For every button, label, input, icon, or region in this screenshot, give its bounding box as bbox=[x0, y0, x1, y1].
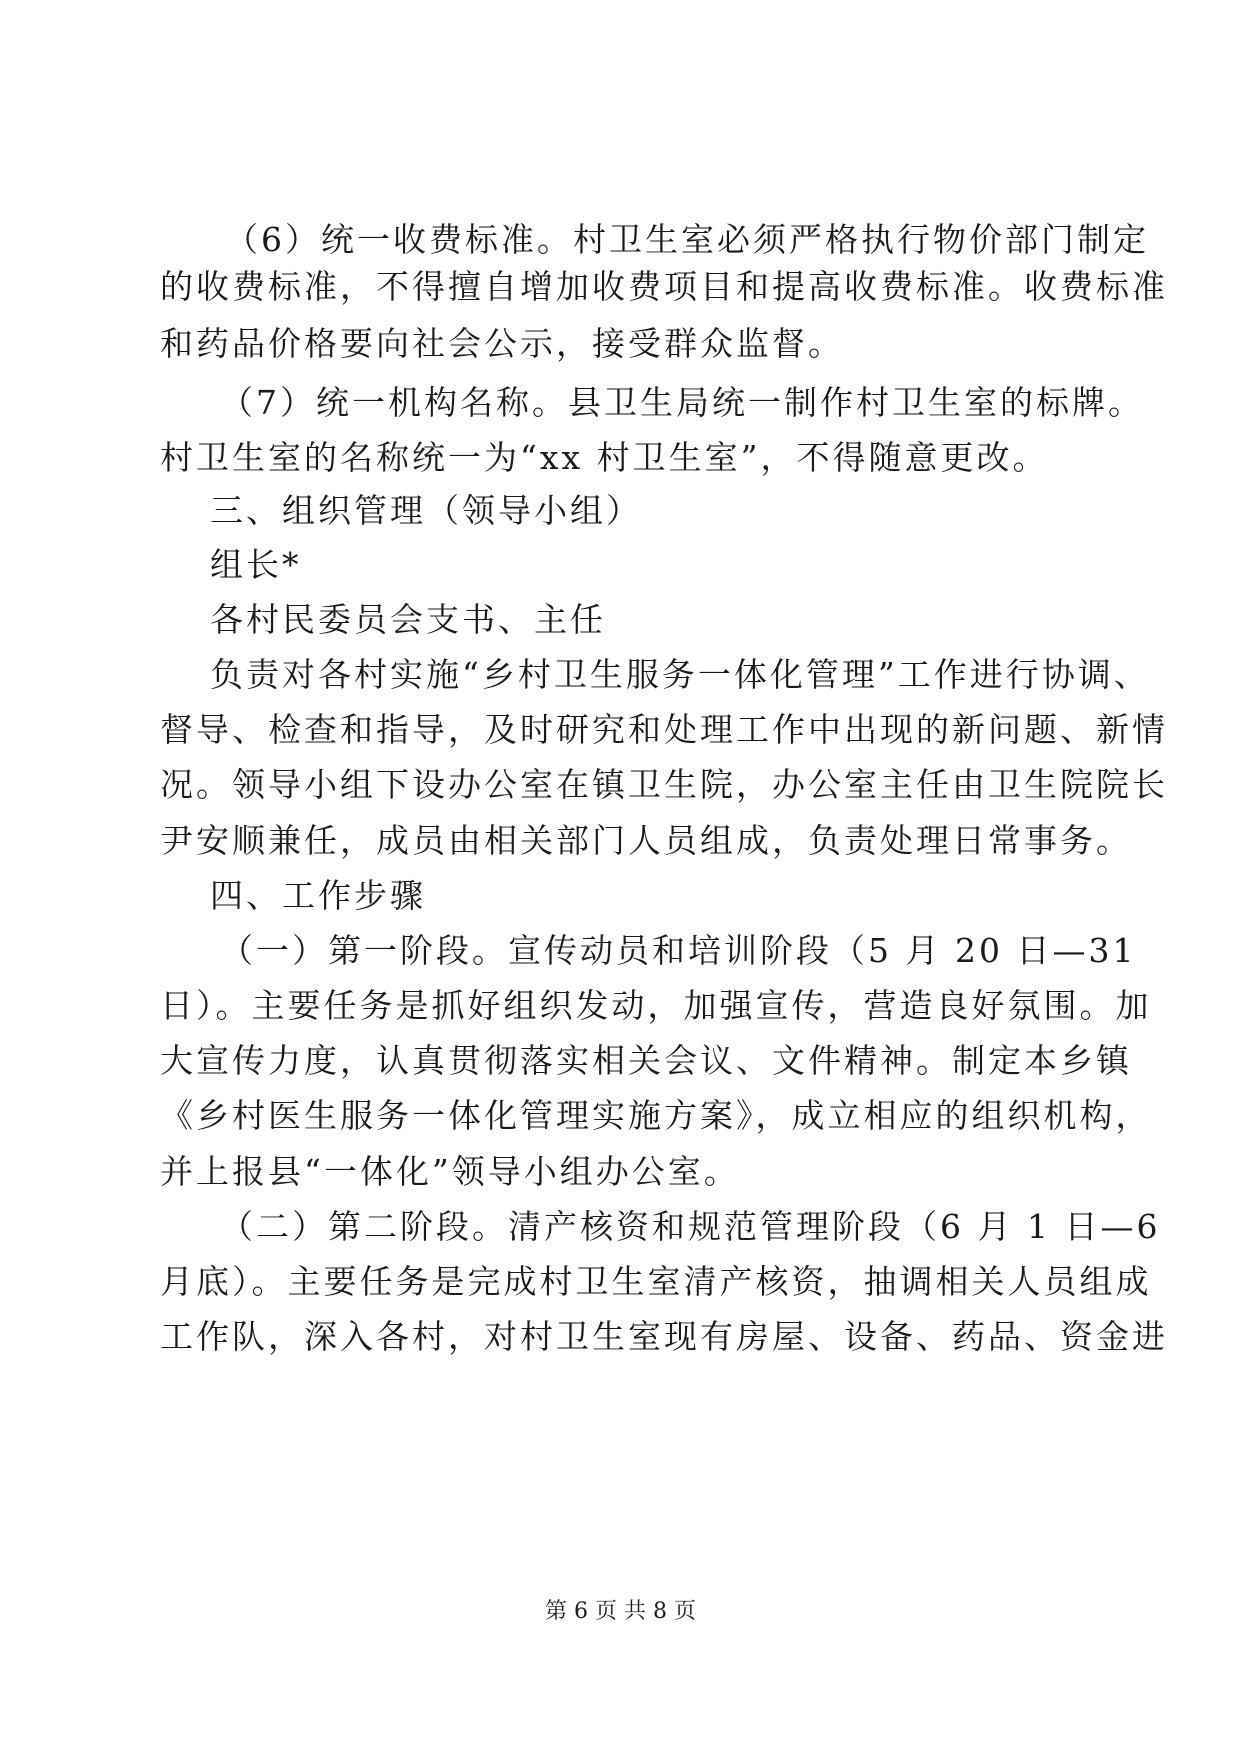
paragraph-line: 和药品价格要向社会公示，接受群众监督。 bbox=[160, 324, 844, 363]
paragraph-line: 尹安顺兼任，成员由相关部门人员组成，负责处理日常事务。 bbox=[160, 821, 1132, 860]
paragraph-line: （7）统一机构名称。县卫生局统一制作村卫生室的标牌。 bbox=[220, 383, 1144, 422]
section-heading: 三、组织管理（领导小组） bbox=[210, 491, 642, 530]
section-heading: 四、工作步骤 bbox=[210, 876, 426, 915]
paragraph-line: 的收费标准，不得擅自增加收费项目和提高收费标准。收费标准 bbox=[160, 267, 1168, 306]
page-footer: 第 6 页 共 8 页 bbox=[545, 1599, 696, 1624]
paragraph-line: （6）统一收费标准。村卫生室必须严格执行物价部门制定 bbox=[225, 220, 1149, 259]
paragraph-line: 况。领导小组下设办公室在镇卫生院，办公室主任由卫生院院长 bbox=[160, 765, 1168, 804]
paragraph-line: 月底）。主要任务是完成村卫生室清产核资，抽调相关人员组成 bbox=[160, 1262, 1152, 1301]
paragraph-line: （二）第二阶段。清产核资和规范管理阶段（6 月 1 日—6 bbox=[220, 1207, 1161, 1246]
paragraph-line: 组长* bbox=[210, 545, 302, 584]
paragraph-line: 大宣传力度，认真贯彻落实相关会议、文件精神。制定本乡镇 bbox=[160, 1041, 1132, 1080]
paragraph-line: 村卫生室的名称统一为“xx 村卫生室”，不得随意更改。 bbox=[160, 438, 1049, 477]
paragraph-line: 负责对各村实施“乡村卫生服务一体化管理”工作进行协调、 bbox=[210, 655, 1150, 694]
paragraph-line: 日）。主要任务是抓好组织发动，加强宣传，营造良好氛围。加 bbox=[160, 986, 1152, 1025]
paragraph-line: 工作队，深入各村，对村卫生室现有房屋、设备、药品、资金进 bbox=[160, 1317, 1168, 1356]
paragraph-line: （一）第一阶段。宣传动员和培训阶段（5 月 20 日—31 bbox=[220, 931, 1137, 970]
paragraph-line: 并上报县“一体化”领导小组办公室。 bbox=[160, 1152, 740, 1191]
paragraph-line: 各村民委员会支书、主任 bbox=[210, 600, 606, 639]
paragraph-line: 《乡村医生服务一体化管理实施方案》，成立相应的组织机构， bbox=[160, 1096, 1152, 1135]
paragraph-line: 督导、检查和指导，及时研究和处理工作中出现的新问题、新情 bbox=[160, 710, 1168, 749]
